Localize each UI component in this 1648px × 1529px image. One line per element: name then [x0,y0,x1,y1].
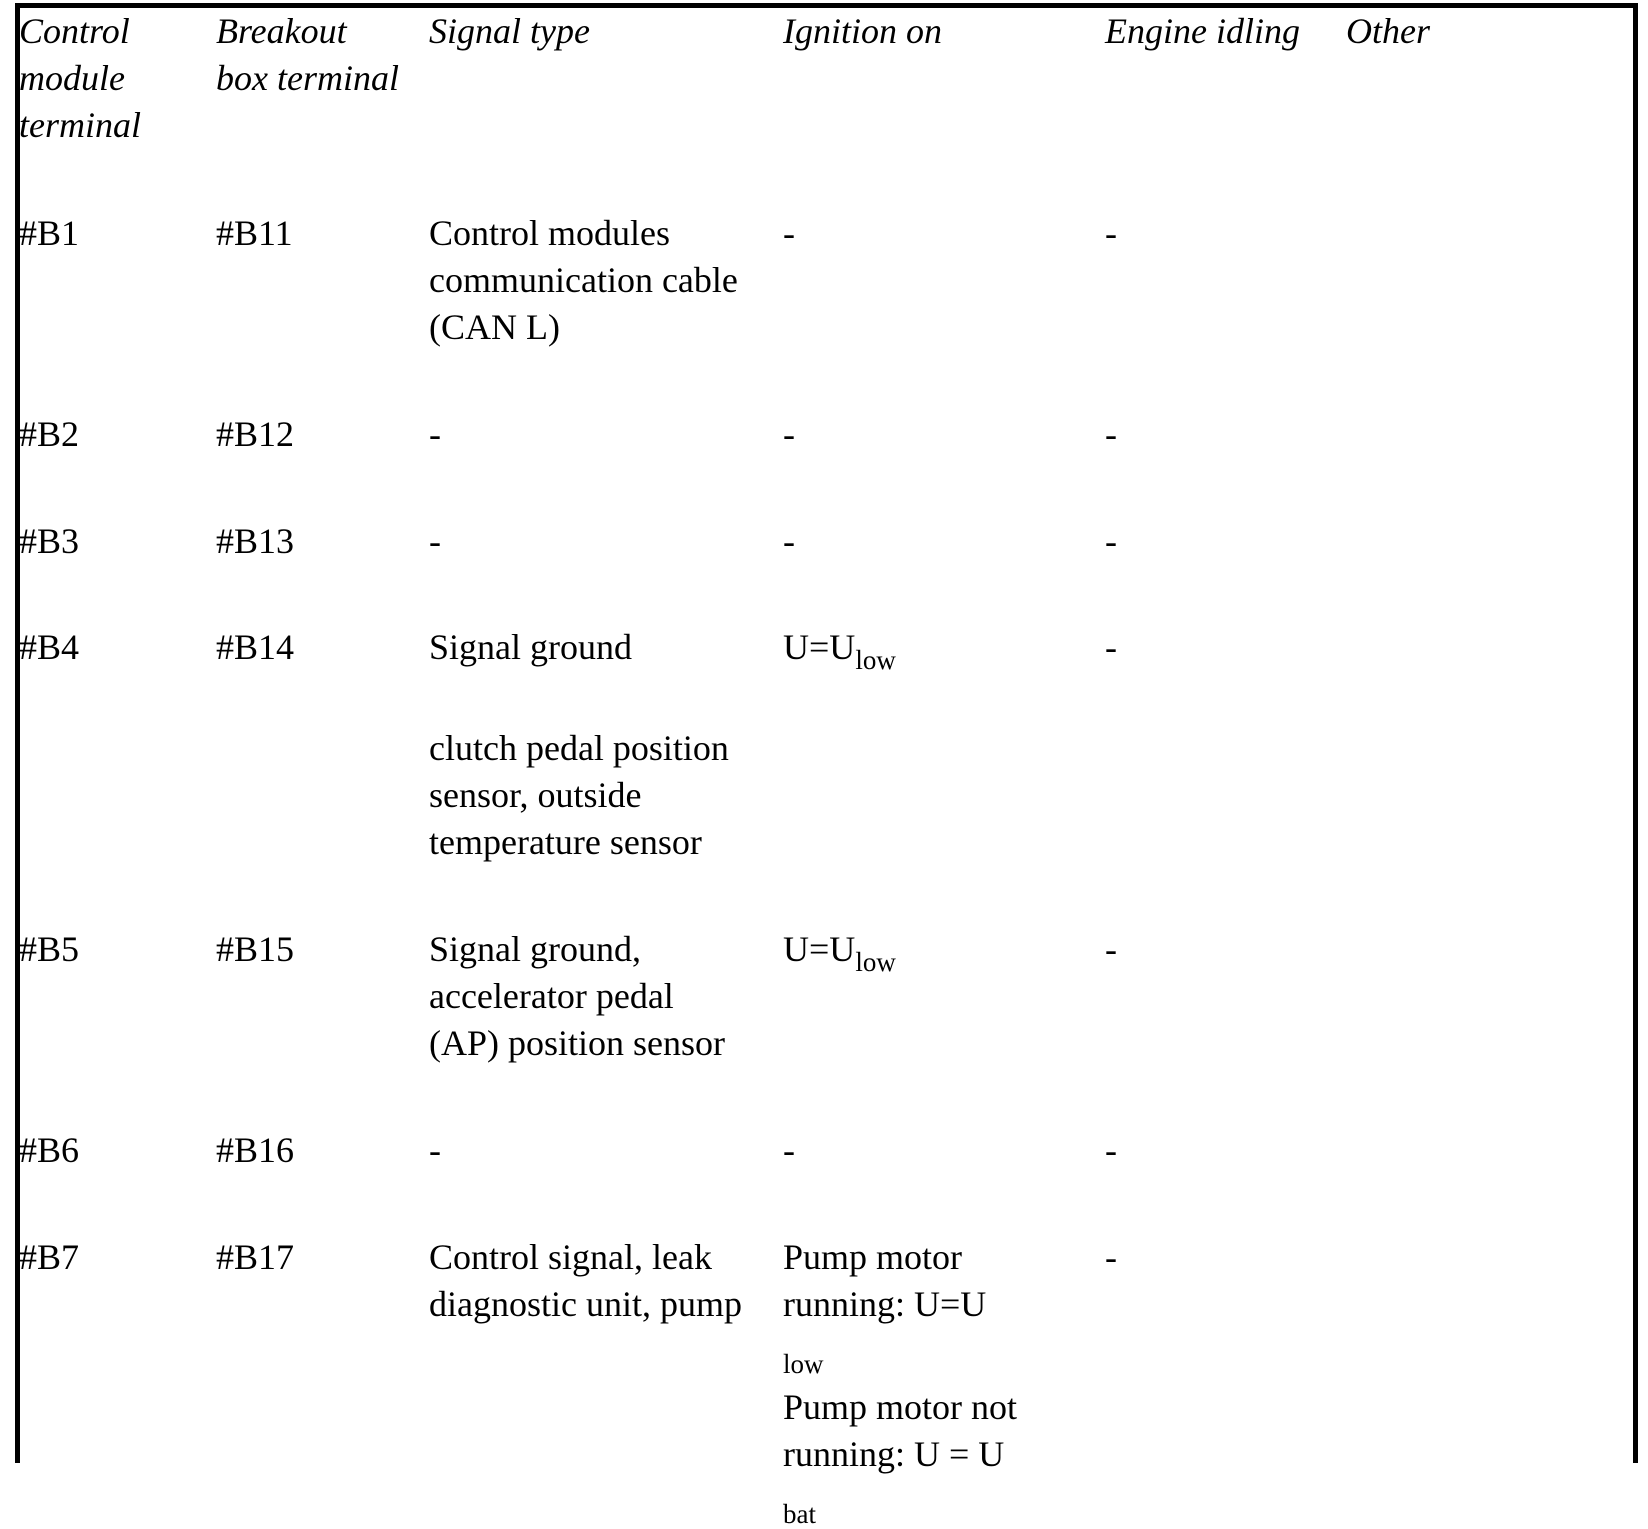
row-b3-ignition-on: - [783,521,795,561]
row-b5-signal-type: Signal ground, accelerator pedal (AP) position sensor [429,929,725,1063]
row-b2-ignition-on: - [783,414,795,454]
row-b1-breakout-terminal: #B11 [216,213,293,253]
row-b6-ignition-on: - [783,1130,795,1170]
row-b4-control-module-terminal: #B4 [19,627,80,667]
row-b7-ignition-on: Pump motor running: U=U $_{low}$ Pump motor not running: U = U $_{bat}$ [783,1237,1018,1529]
row-b6-engine-idling: - [1105,1130,1117,1170]
row-b2-engine-idling: - [1105,414,1117,454]
row-b2-signal-type: - [429,414,441,454]
row-b1-engine-idling: - [1105,213,1117,253]
row-b6-signal-type: - [429,1130,441,1170]
row-b3-engine-idling: - [1105,521,1117,561]
row-b1-control-module-terminal: #B1 [19,213,80,253]
header-other: Other [1346,11,1430,51]
row-b4-engine-idling: - [1105,627,1117,667]
row-b2-control-module-terminal: #B2 [19,414,80,454]
row-b5-ignition-on: $U=U_{low}$ [783,929,896,977]
row-b4-breakout-terminal: #B14 [216,627,295,667]
row-b6-control-module-terminal: #B6 [19,1130,80,1170]
row-b5-control-module-terminal: #B5 [19,929,80,969]
row-b7-control-module-terminal: #B7 [19,1237,80,1277]
header-breakout-box-terminal: Breakout box terminal [216,11,399,98]
row-b1-ignition-on: - [783,213,795,253]
row-b7-engine-idling: - [1105,1237,1117,1277]
row-b7-breakout-terminal: #B17 [216,1237,295,1277]
row-b4-ignition-on: $U=U_{low}$ [783,627,896,675]
header-control-module-terminal: Control module terminal [19,11,141,145]
row-b3-signal-type: - [429,521,441,561]
row-b1-signal-type: Control modules communication cable (CAN L) [429,213,738,347]
row-b5-breakout-terminal: #B15 [216,929,295,969]
row-b3-control-module-terminal: #B3 [19,521,80,561]
row-b6-breakout-terminal: #B16 [216,1130,295,1170]
row-b7-signal-type: Control signal, leak diagnostic unit, pump [429,1237,742,1324]
header-signal-type: Signal type [429,11,590,51]
header-ignition-on: Ignition on [783,11,942,51]
row-b4-signal-type: Signal ground [429,627,632,667]
row-b4-signal-type-continued: clutch pedal position sensor, outside temperature sensor [429,728,729,862]
row-b2-breakout-terminal: #B12 [216,414,295,454]
row-b3-breakout-terminal: #B13 [216,521,295,561]
row-b5-engine-idling: - [1105,929,1117,969]
header-engine-idling: Engine idling [1105,11,1300,51]
